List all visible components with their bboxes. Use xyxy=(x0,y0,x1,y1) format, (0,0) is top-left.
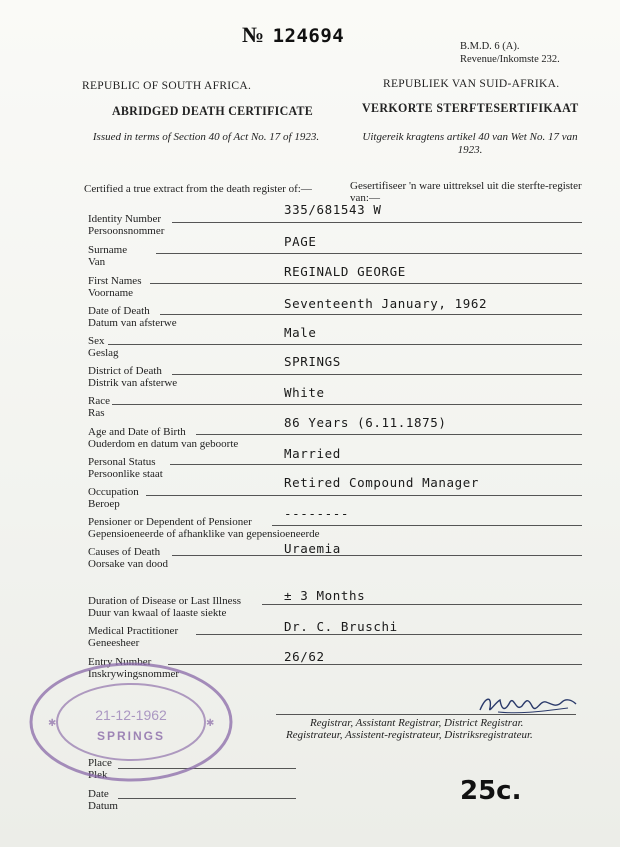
field-label-afrikaans: Inskrywingsnommer xyxy=(88,668,180,680)
field-label-afrikaans: Oorsake van dood xyxy=(88,558,169,570)
field-label-afrikaans: Geneesheer xyxy=(88,637,140,649)
certified-english: Certified a true extract from the death register of:— xyxy=(84,183,312,195)
field-label: Duration of Disease or Last Illness xyxy=(88,595,242,607)
field-value: SPRINGS xyxy=(284,354,341,369)
field-label: Sex xyxy=(88,335,105,347)
field-label: Date of Death xyxy=(88,305,150,317)
date-label-afrikaans: Datum xyxy=(88,800,118,812)
field-label: District of Death xyxy=(88,365,162,377)
official-stamp xyxy=(26,660,236,784)
date-line xyxy=(118,798,296,799)
price: 25c. xyxy=(460,776,522,806)
field-line xyxy=(160,314,582,315)
field-label: Identity Number xyxy=(88,213,162,225)
field-value: 86 Years (6.11.1875) xyxy=(284,415,447,430)
country-afrikaans: REPUBLIEK VAN SUID-AFRIKA. xyxy=(383,78,560,90)
country-english: REPUBLIC OF SOUTH AFRICA. xyxy=(82,80,252,92)
field-label: Personal Status xyxy=(88,456,156,468)
field-value: Male xyxy=(284,325,317,340)
field-line xyxy=(170,464,582,465)
issued-english: Issued in terms of Section 40 of Act No. 17 of 1923. xyxy=(92,131,320,143)
field-label-afrikaans: Geslag xyxy=(88,347,119,359)
stamp-star-icon: ✱ xyxy=(48,718,57,729)
field-label: Age and Date of Birth xyxy=(88,426,186,438)
field-line xyxy=(150,283,582,284)
field-line xyxy=(172,374,582,375)
title-afrikaans: VERKORTE STERFTESERTIFIKAAT xyxy=(362,100,579,115)
field-line xyxy=(108,344,582,345)
registrar-title-afrikaans: Registrateur, Assistent-registrateur, Distriksregistrateur. xyxy=(286,729,533,741)
stamp-star-icon: ✱ xyxy=(206,718,215,729)
field-line xyxy=(112,404,582,405)
field-label: First Names xyxy=(88,275,142,287)
field-value: 335/681543 W xyxy=(284,202,382,217)
field-label-afrikaans: Datum van afsterwe xyxy=(88,317,177,329)
stamp-date: 21-12-1962 xyxy=(95,707,167,723)
field-label-afrikaans: Ras xyxy=(88,407,105,419)
field-line xyxy=(196,434,582,435)
field-value: White xyxy=(284,385,325,400)
field-label-afrikaans: Duur van kwaal of laaste siekte xyxy=(88,607,227,619)
field-value: REGINALD GEORGE xyxy=(284,264,406,279)
place-label-afrikaans: Plek xyxy=(88,769,108,781)
field-label-afrikaans: Persoonlike staat xyxy=(88,468,163,480)
field-line xyxy=(196,634,582,635)
field-value: Married xyxy=(284,446,341,461)
issued-afrikaans: Uitgereik kragtens artikel 40 van Wet No. 17 van 1923. xyxy=(362,131,578,156)
field-line xyxy=(146,495,582,496)
field-line xyxy=(262,604,582,605)
field-label: Occupation xyxy=(88,486,139,498)
field-value: ± 3 Months xyxy=(284,588,366,603)
date-label: Date xyxy=(88,788,109,800)
place-label: Place xyxy=(88,757,112,769)
field-label: Entry Number xyxy=(88,656,152,668)
field-label-afrikaans: Gepensioeneerde of afhanklike van gepensioeneerde xyxy=(88,528,320,540)
field-value: -------- xyxy=(284,506,350,521)
field-label: Medical Practitioner xyxy=(88,625,179,637)
field-value: Seventeenth January, 1962 xyxy=(284,296,488,311)
stamp-town: SPRINGS xyxy=(96,729,166,743)
field-line xyxy=(172,555,582,556)
field-value: Retired Compound Manager xyxy=(284,475,480,490)
registrar-title-english: Registrar, Assistant Registrar, District Registrar. xyxy=(310,717,524,729)
field-value: 26/62 xyxy=(284,649,325,664)
field-label-afrikaans: Van xyxy=(88,256,106,268)
field-label-afrikaans: Distrik van afsterwe xyxy=(88,377,178,389)
field-line xyxy=(172,222,582,223)
field-label-afrikaans: Ouderdom en datum van geboorte xyxy=(88,438,239,450)
field-value: Dr. C. Bruschi xyxy=(284,619,398,634)
field-value: Uraemia xyxy=(284,541,341,556)
field-label: Surname xyxy=(88,244,128,256)
registrar-line xyxy=(276,714,576,715)
field-line xyxy=(156,253,582,254)
title-english: ABRIDGED DEATH CERTIFICATE xyxy=(112,103,314,118)
field-label: Pensioner or Dependent of Pensioner xyxy=(88,516,252,528)
field-label: Race xyxy=(88,395,110,407)
field-line xyxy=(272,525,582,526)
field-label: Causes of Death xyxy=(88,546,161,558)
certified-afrikaans: Gesertifiseer 'n ware uittreksel uit die sterfte-register van:— xyxy=(350,180,582,204)
field-label-afrikaans: Voorname xyxy=(88,287,134,299)
certificate-number: № 124694 xyxy=(242,22,345,47)
field-value: PAGE xyxy=(284,234,317,249)
form-code: B.M.D. 6 (A). Revenue/Inkomste 232. xyxy=(460,41,560,65)
field-label-afrikaans: Persoonsnommer xyxy=(88,225,165,237)
field-label-afrikaans: Beroep xyxy=(88,498,120,510)
